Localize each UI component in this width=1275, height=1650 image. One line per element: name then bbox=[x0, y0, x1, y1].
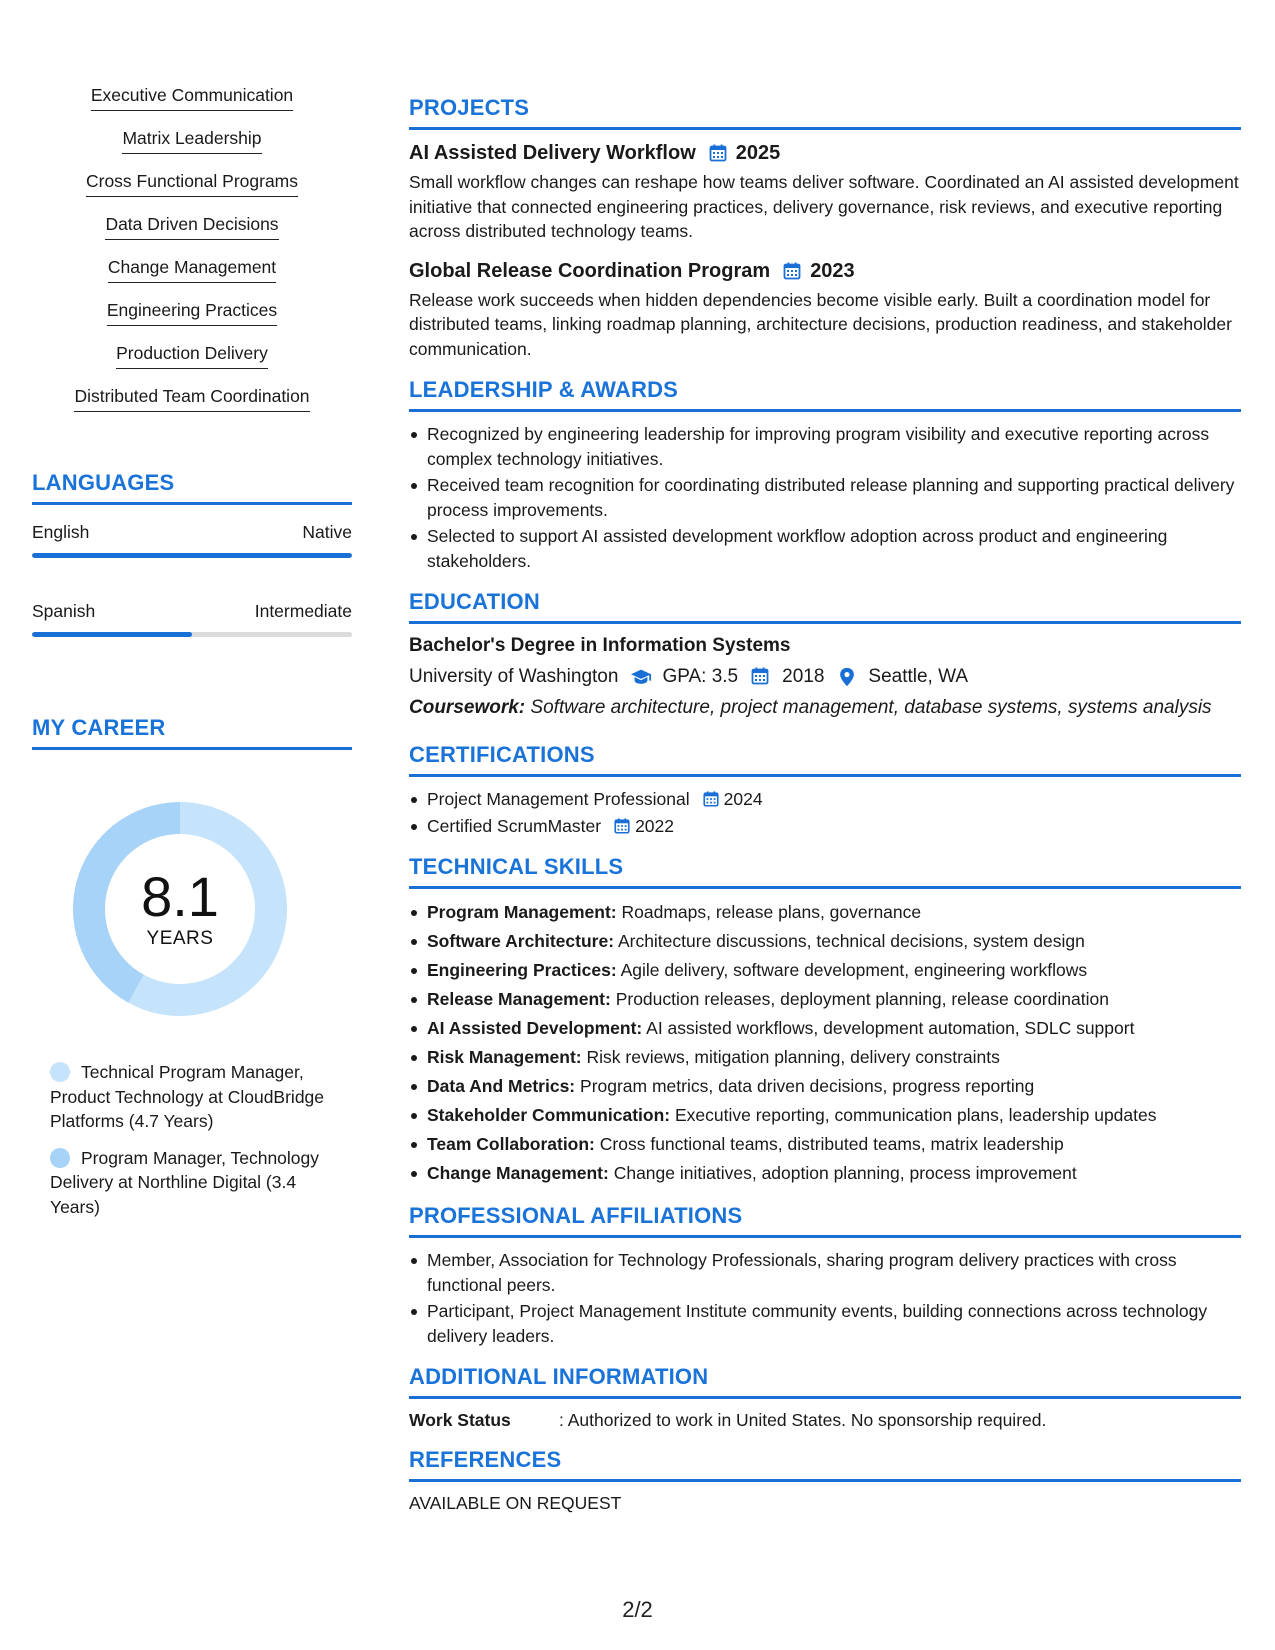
skill-text: Change initiatives, adoption planning, process improvement bbox=[613, 1163, 1077, 1183]
career-donut-chart bbox=[65, 794, 295, 1024]
language-name: English bbox=[32, 522, 90, 542]
strength-item: Cross Functional Programs bbox=[86, 170, 298, 197]
strength-item: Production Delivery bbox=[116, 342, 268, 369]
school: University of Washington bbox=[409, 666, 619, 687]
certification-year: 2024 bbox=[723, 789, 763, 809]
calendar-icon bbox=[782, 261, 802, 281]
legend-item bbox=[50, 1146, 332, 1220]
references-text: AVAILABLE ON REQUEST bbox=[409, 1493, 622, 1513]
skill-item bbox=[409, 986, 1241, 1013]
projects-title: PROJECTS bbox=[409, 95, 1241, 130]
calendar-icon bbox=[613, 817, 631, 835]
project-name: Global Release Coordination Program bbox=[409, 259, 771, 282]
career-years-unit: YEARS bbox=[146, 928, 214, 949]
list-item bbox=[409, 814, 1241, 839]
education-title: EDUCATION bbox=[409, 589, 1241, 624]
technical-skills-title: TECHNICAL SKILLS bbox=[409, 854, 1241, 889]
list-item bbox=[409, 787, 1241, 812]
languages-title: LANGUAGES bbox=[32, 470, 352, 505]
language-row bbox=[32, 521, 352, 543]
language-level: Intermediate bbox=[254, 601, 352, 621]
affiliations-title: PROFESSIONAL AFFILIATIONS bbox=[409, 1203, 1241, 1238]
skill-item bbox=[409, 1044, 1241, 1071]
skill-item bbox=[409, 1160, 1241, 1187]
project-header bbox=[409, 140, 1241, 166]
certification-name: Project Management Professional bbox=[427, 789, 690, 809]
coursework-text: Software architecture, project management, database systems, systems analysis bbox=[530, 697, 1212, 718]
strength-item: Distributed Team Coordination bbox=[74, 385, 309, 412]
skill-text: Executive reporting, communication plans, leadership updates bbox=[674, 1105, 1157, 1125]
language-level: Native bbox=[302, 522, 352, 542]
skill-item bbox=[409, 928, 1241, 955]
technical-skills-list bbox=[409, 899, 1241, 1187]
additional-info-section bbox=[409, 1364, 1241, 1431]
degree: Bachelor's Degree in Information Systems bbox=[409, 635, 791, 656]
skill-label: Software Architecture: bbox=[427, 931, 615, 951]
coursework-label: Coursework: bbox=[409, 697, 526, 718]
certifications-section bbox=[409, 742, 1241, 838]
education-details bbox=[409, 664, 1241, 690]
leadership-section bbox=[409, 377, 1241, 573]
technical-skills-section bbox=[409, 854, 1241, 1187]
skill-text: Roadmaps, release plans, governance bbox=[621, 902, 922, 922]
affiliations-section bbox=[409, 1203, 1241, 1348]
project-year: 2023 bbox=[810, 259, 855, 282]
strength-item: Change Management bbox=[108, 256, 276, 283]
graduation-year: 2018 bbox=[782, 666, 825, 687]
work-status-value: : Authorized to work in United States. No sponsorship required. bbox=[559, 1410, 1047, 1430]
language-row bbox=[32, 600, 352, 622]
language-proficiency-bar bbox=[32, 553, 352, 558]
leadership-list bbox=[409, 422, 1241, 573]
work-status-row bbox=[409, 1409, 1241, 1431]
skill-item bbox=[409, 1015, 1241, 1042]
skill-label: Team Collaboration: bbox=[427, 1134, 595, 1154]
strength-item: Data Driven Decisions bbox=[105, 213, 278, 240]
career-title: MY CAREER bbox=[32, 715, 352, 750]
strengths-list bbox=[32, 84, 352, 428]
skill-text: Architecture discussions, technical decisions, system design bbox=[617, 931, 1085, 951]
project-description: Small workflow changes can reshape how teams deliver software. Coordinated an AI assisted development initiative that connected engineering practices, delivery governance, risk reviews, and executive reporting across distributed technology teams. bbox=[409, 172, 1239, 241]
calendar-icon bbox=[708, 143, 728, 163]
calendar-icon bbox=[750, 666, 772, 688]
project-name: AI Assisted Delivery Workflow bbox=[409, 142, 696, 164]
legend-dot bbox=[50, 1148, 70, 1168]
page-number: 2/2 bbox=[622, 1597, 653, 1622]
affiliations-list bbox=[409, 1248, 1241, 1348]
skill-item bbox=[409, 1131, 1241, 1158]
location: Seattle, WA bbox=[868, 666, 969, 687]
skill-label: Stakeholder Communication: bbox=[427, 1105, 671, 1125]
strength-item: Matrix Leadership bbox=[122, 127, 261, 154]
project-header bbox=[409, 258, 1241, 284]
certifications-title: CERTIFICATIONS bbox=[409, 742, 1241, 777]
legend-dot bbox=[50, 1062, 70, 1082]
skill-label: Change Management: bbox=[427, 1163, 609, 1183]
project-year: 2025 bbox=[735, 142, 781, 164]
language-proficiency-bar bbox=[32, 632, 352, 637]
skill-label: Program Management: bbox=[427, 902, 617, 922]
language-name: Spanish bbox=[32, 601, 96, 621]
certification-name: Certified ScrumMaster bbox=[427, 815, 602, 836]
skill-text: Risk reviews, mitigation planning, delivery constraints bbox=[586, 1047, 1000, 1067]
sidebar bbox=[32, 84, 352, 1231]
certification-year: 2022 bbox=[635, 815, 675, 836]
donut-center bbox=[65, 794, 295, 1024]
list-item: Received team recognition for coordinating distributed release planning and supporting practical delivery process improvements. bbox=[409, 473, 1241, 522]
education-section bbox=[409, 589, 1241, 720]
projects-section bbox=[409, 95, 1241, 361]
skill-item bbox=[409, 957, 1241, 984]
list-item: Member, Association for Technology Professionals, sharing program delivery practices with cross functional peers. bbox=[409, 1248, 1241, 1297]
skill-item bbox=[409, 1073, 1241, 1100]
legend-label: Technical Program Manager, Product Technology at CloudBridge Platforms (4.7 Years) bbox=[50, 1062, 325, 1131]
references-section bbox=[409, 1447, 1241, 1514]
references-title: REFERENCES bbox=[409, 1447, 1241, 1482]
list-item: Recognized by engineering leadership for improving program visibility and executive reporting across complex technology initiatives. bbox=[409, 422, 1241, 471]
project-description: Release work succeeds when hidden dependencies become visible early. Built a coordination model for distributed teams, linking roadmap planning, architecture decisions, production readiness, and stakeholder communication. bbox=[409, 289, 1232, 359]
certifications-list bbox=[409, 787, 1241, 838]
map-pin-icon bbox=[836, 666, 858, 688]
career-total-years: 8.1 bbox=[141, 865, 219, 928]
skill-label: Risk Management: bbox=[427, 1047, 582, 1067]
calendar-icon bbox=[702, 790, 720, 808]
languages-section bbox=[32, 470, 352, 637]
career-legend bbox=[32, 1060, 332, 1219]
skill-item bbox=[409, 899, 1241, 926]
work-status-label: Work Status bbox=[409, 1410, 511, 1430]
skill-label: Release Management: bbox=[427, 989, 611, 1009]
skill-label: Data And Metrics: bbox=[427, 1076, 576, 1096]
graduation-cap-icon bbox=[630, 666, 652, 688]
strength-item: Engineering Practices bbox=[107, 299, 277, 326]
main-content bbox=[409, 95, 1241, 1530]
skill-text: AI assisted workflows, development automation, SDLC support bbox=[646, 1018, 1135, 1038]
skill-label: AI Assisted Development: bbox=[427, 1018, 643, 1038]
skill-text: Production releases, deployment planning, release coordination bbox=[615, 989, 1109, 1009]
legend-label: Program Manager, Technology Delivery at Northline Digital (3.4 Years) bbox=[50, 1147, 320, 1217]
skill-text: Program metrics, data driven decisions, progress reporting bbox=[580, 1076, 1035, 1096]
list-item: Participant, Project Management Institute community events, building connections across technology delivery leaders. bbox=[409, 1299, 1241, 1348]
list-item: Selected to support AI assisted development workflow adoption across product and engineering stakeholders. bbox=[409, 524, 1241, 573]
skill-item bbox=[409, 1102, 1241, 1129]
leadership-title: LEADERSHIP & AWARDS bbox=[409, 377, 1241, 412]
skill-label: Engineering Practices: bbox=[427, 960, 617, 980]
gpa: GPA: 3.5 bbox=[662, 666, 739, 687]
additional-info-title: ADDITIONAL INFORMATION bbox=[409, 1364, 1241, 1399]
coursework bbox=[409, 696, 1241, 720]
career-section bbox=[32, 715, 352, 1219]
language-proficiency-fill bbox=[32, 553, 352, 558]
strength-item: Executive Communication bbox=[91, 84, 293, 111]
legend-item bbox=[50, 1060, 332, 1134]
language-proficiency-fill bbox=[32, 632, 192, 637]
skill-text: Cross functional teams, distributed teams, matrix leadership bbox=[599, 1134, 1064, 1154]
skill-text: Agile delivery, software development, engineering workflows bbox=[620, 960, 1088, 980]
